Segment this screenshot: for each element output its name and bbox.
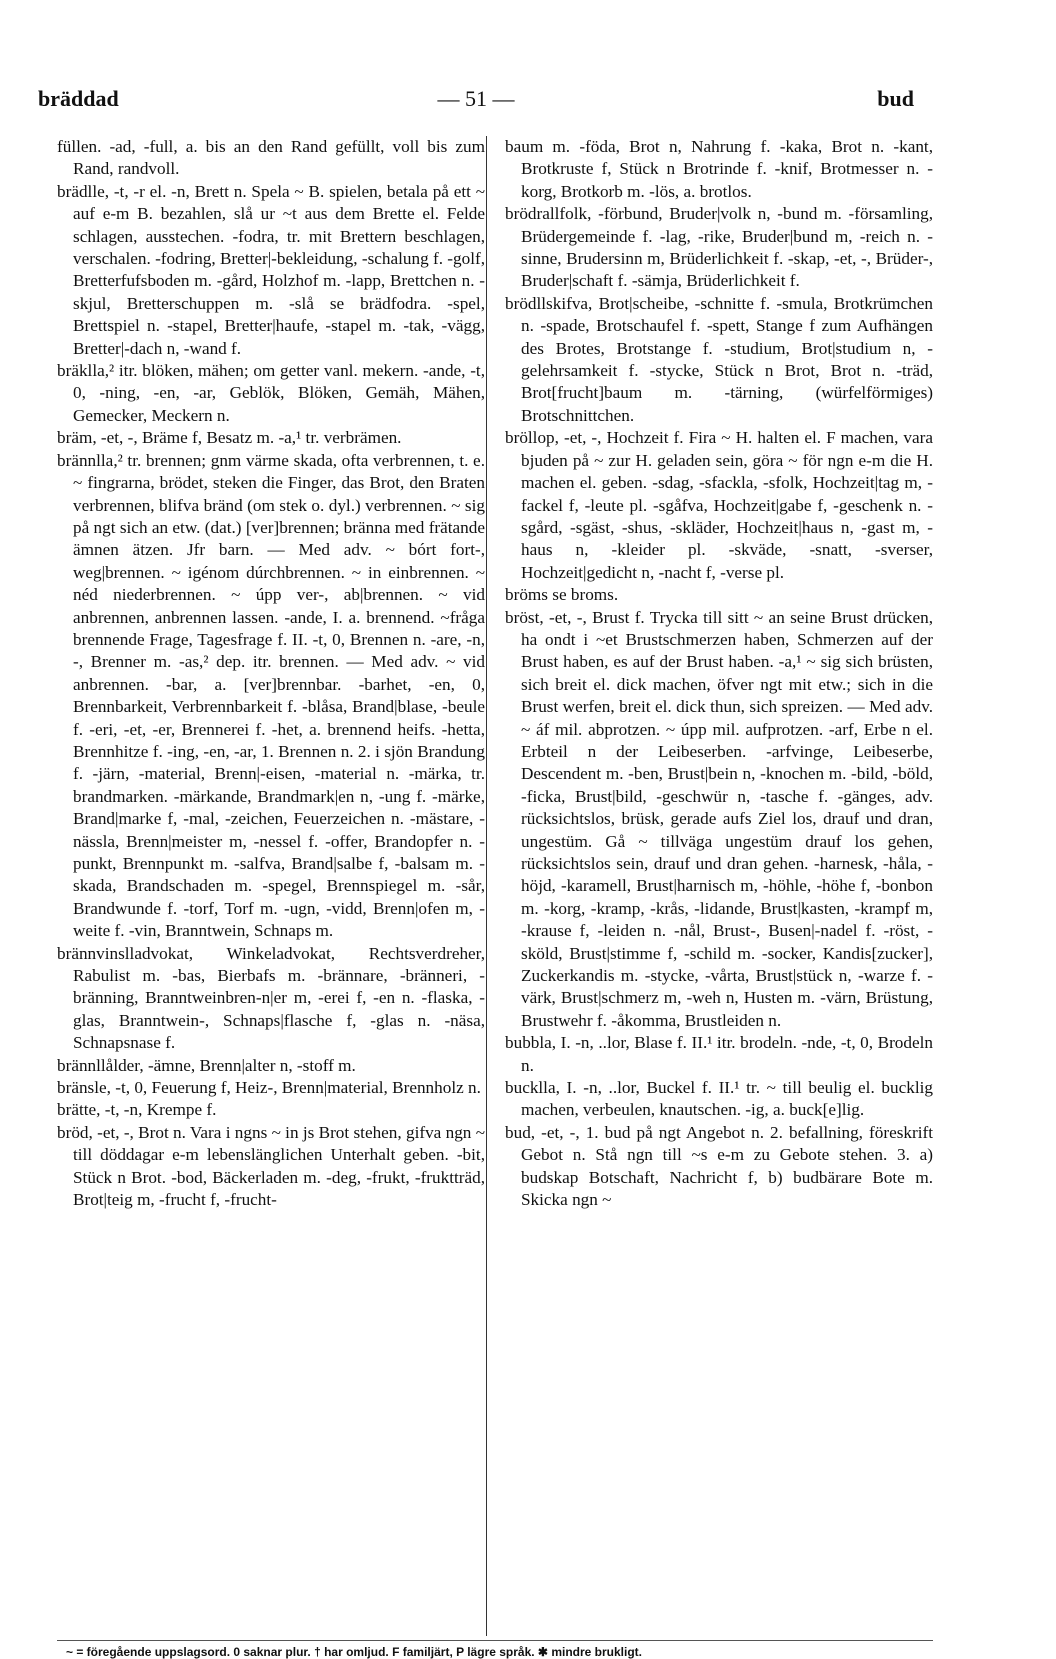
- entry: bud, -et, -, 1. bud på ngt Angebot n. 2. befallning, föreskrift Gebot n. Stå ngn till ~s e-m zu Gebote stehen. 3. a) budskap Botschaft, Nachricht f, b) budbärare Bote m. Skicka ngn ~: [505, 1122, 933, 1210]
- footer-rule: [57, 1640, 933, 1641]
- page-number: — 51 —: [437, 86, 515, 111]
- entry: brödllskifva, Brot|scheibe, -schnitte f. -smula, Brotkrümchen n. -spade, Brotschaufel f. -spett, Stange f zum Aufhängen des Brotes, Brotstange f. -studium, Brot|studium n, -gelehrsamkeit f. -stycke, Stück n Brot, Brot n. -träd, Brot[frucht]baum m. -tärning, (würfelförmiges) Brotschnittchen.: [505, 293, 933, 425]
- entry: bröllop, -et, -, Hochzeit f. Fira ~ H. halten el. F machen, vara bjuden på ~ zur H. geladen sein, göra ~ för ngn e-m die H. machen el. geben. -sdag, -sfackla, -sfolk, Hochzeit|tag m, -fackel f, -leute pl. -sgåfva, Hochzeit|gabe f, -geschenk n. -sgård, -sgäst, -shus, -skläder, Hochzeit|haus n, -gast m, -haus n, -kleider pl. -skväde, -snatt, -sverser, Hochzeit|gedicht n, -nacht f, -verse pl.: [505, 428, 933, 582]
- entry: bubbla, I. -n, ..lor, Blase f. II.¹ itr. brodeln. -nde, -t, 0, Brodeln n.: [505, 1033, 933, 1075]
- entry: bucklla, I. -n, ..lor, Buckel f. II.¹ tr. ~ till beulig el. bucklig machen, verbeulen, knautschen. -ig, a. buck[e]lig.: [505, 1078, 933, 1120]
- entry: bränsle, -t, 0, Feuerung f, Heiz-, Brenn|material, Brennholz n.: [57, 1078, 481, 1098]
- right-headword: bud: [877, 86, 914, 111]
- left-headword: bräddad: [38, 86, 119, 111]
- page-header: [38, 86, 914, 122]
- entry: brödrallfolk, -förbund, Bruder|volk n, -bund m. -församling, Brüdergemeinde f. -lag, -rike, Bruder|bund m, -reich n. -sinne, Brudersinn m, Brüderlichkeit f. -skap, -et, -, Brüder-, Bruder|schaft f. -sämja, Brüderlichkeit f.: [505, 204, 933, 291]
- left-column: [57, 136, 485, 1636]
- entry: baum m. -föda, Brot n, Nahrung f. -kaka, Brot n. -kant, Brotkruste f, Stück n Brotrinde f. -knif, Brotmesser n. -korg, Brotkorb m. -lös, a. brotlos.: [505, 137, 933, 201]
- entry: brännlla,² tr. brennen; gnm värme skada, ofta verbrennen, t. e. ~ fingrarna, brödet, steken die Finger, das Brot, den Braten verbrennen, blifva bränd (om stek o. dyl.) verbrennen. ~ sig på ngt sich an etw. (dat.) [ver]brennen; bränna med frätande ämnen ätzen. Jfr barn. — Med adv. ~ bórt fort-, weg|brennen. ~ igénom dúrchbrennen. ~ in einbrennen. ~ néd niederbrennen. ~ úpp ver-, ab|brennen. ~ vid anbrennen, anbrennen lassen. -ande, I. a. brennend. ~fråga brennende Frage, Tagesfrage f. II. -t, 0, Brennen n. -are, -n, -, Brenner m. -as,² dep. itr. brennen. — Med adv. ~ vid anbrennen. -bar, a. [ver]brennbar. -barhet, -en, 0, Brennbarkeit, Verbrennbarkeit f. -blåsa, Brand|blase, -beule f. -eri, -et, -er, Brennerei f. -het, a. brennend heifs. -hetta, Brennhitze f. -ing, -en, -ar, 1. Brennen n. 2. i sjön Brandung f. -järn, -material, Brenn|-eisen, -material n. -märka, tr. brandmarken. -märkande, Brandmark|en n, -ung f. -märke, Brand|marke f, -mal, -zeichen, Feuerzeichen n. -mästare, -nässla, Brenn|meister m, -nessel f. -offer, Brandopfer n. -punkt, Brennpunkt m. -salfva, Brand|salbe f, -balsam m. -skada, Brandschaden m. -spegel, Brennspiegel m. -sår, Brandwunde f. -torf, Torf m. -ugn, -vidd, Brenn|ofen m, -weite f. -vin, Branntwein, Schnaps m.: [57, 450, 485, 941]
- entry: bräm, -et, -, Bräme f, Besatz m. -a,¹ tr. verbrämen.: [57, 428, 402, 448]
- entry: brännvinslladvokat, Winkeladvokat, Rechtsverdreher, Rabulist m. -bas, Bierbafs m. -brännare, -bränneri, -bränning, Branntweinbren-n|er m, -erei f, -en n. -flaska, -glas, Branntwein-, Schnaps|flasche f, -glas n. -näsa, Schnapsnase f.: [57, 943, 485, 1053]
- column-divider: [486, 136, 487, 1636]
- right-column: [505, 136, 933, 1636]
- entry: brätte, -t, -n, Krempe f.: [57, 1100, 217, 1120]
- entry: bröst, -et, -, Brust f. Trycka till sitt ~ an seine Brust drücken, ha ondt i ~et Brustschmerzen haben, Schmerzen auf der Brust haben, es auf der Brust haben. -a,¹ ~ sig sich brüsten, sich breit el. dick machen, öfver ngt mit etw.; sich in die Brust werfen, breit el. dick thun, sich spreizen. — Med adv. ~ áf mil. abprotzen. ~ úpp mil. aufprotzen. -arf, Erbe n el. Erbteil n der Leibeserben. -arfvinge, Leibeserbe, Descendent m. -ben, Brust|bein n, -knochen m. -bild, -böld, -ficka, Brust|bild, -geschwür n, -tasche f. -gänges, adv. rücksichtslos, brüsk, gerade aufs Ziel los, drauf und dran, ungestüm. Gå ~ tillväga ungestüm drauf los gehen, rücksichtslos sein, drauf und dran gehen. -harnesk, -håla, -höjd, -karamell, Brust|harnisch m, -höhle, -höhe f, -bonbon m. -korg, -kramp, -krås, -lidande, Brust|kasten, -krampf m, -krause f, -leiden n. -nål, Brust-, Busen|-nadel f. -röst, -sköld, Brust|stimme f, -schild m. -socker, Kandis[zucker], Zuckerkandis m. -stycke, -vårta, Brust|stück n, -warze f. -värk, Brust|schmerz m, -weh n, Husten m. -värn, Brüstung, Brustwehr f. -åkomma, Brustleiden n.: [505, 607, 933, 1030]
- entry: füllen. -ad, -full, a. bis an den Rand gefüllt, voll bis zum Rand, randvoll.: [57, 137, 485, 179]
- entry: brädlle, -t, -r el. -n, Brett n. Spela ~ B. spielen, betala på ett ~ auf e-m B. bezahlen, slå ur ~t aus dem Brette el. Felde schlagen, ausstechen. -fodra, tr. mit Brettern beschlagen, verschalen. -fodring, Bretter|-bekleidung, -schalung f. -golf, Bretterfufsboden m. -gård, Holzhof m. -lapp, Brettchen n. -skjul, Bretterschuppen m. -slå se brädfodra. -spel, Brettspiel n. -stapel, Bretter|haufe, -stapel m. -tak, -vägg, Bretter|-dach n, -wand f.: [57, 181, 485, 358]
- entry: brännllålder, -ämne, Brenn|alter n, -stoff m.: [57, 1055, 356, 1075]
- entry: bräklla,² itr. blöken, mähen; om getter vanl. mekern. -ande, -t, 0, -ning, -en, -ar, Geblök, Blöken, Gemäh, Mähen, Gemecker, Meckern n.: [57, 361, 485, 425]
- footer-legend: ~ = föregående uppslagsord. 0 saknar plur. † har omljud. F familjärt, P lägre språk. ✱ mindre brukligt.: [66, 1645, 642, 1659]
- entry: bröd, -et, -, Brot n. Vara i ngns ~ in js Brot stehen, gifva ngn ~ till döddagar e-m lebenslänglichen Unterhalt geben. -bit, Stück n Brot. -bod, Bäckerladen m. -deg, -frukt, -fruktträd, Brot|teig m, -frucht f, -frucht-: [57, 1122, 485, 1210]
- entry: bröms se broms.: [505, 585, 619, 605]
